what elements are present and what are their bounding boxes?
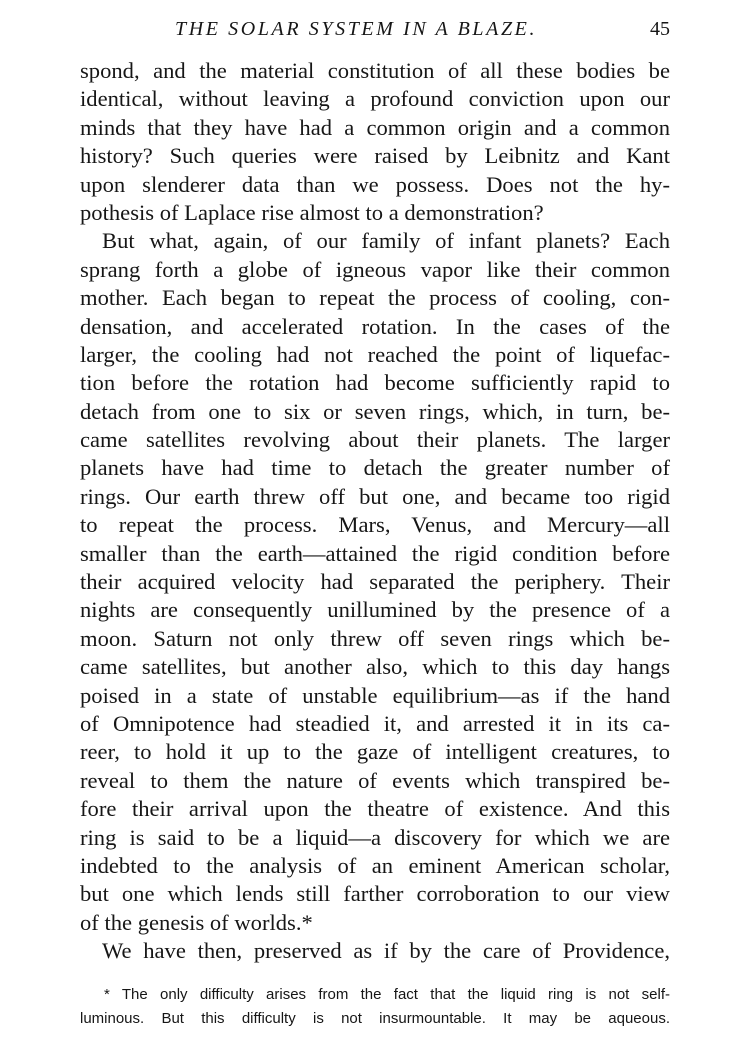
text-line: of Omnipotence had steadied it, and arrested it in its ca- xyxy=(80,710,670,736)
text-line: came satellites, but another also, which to this day hangs xyxy=(80,654,670,680)
text-line: We have then, preserved as if by the care of Providence, xyxy=(102,938,670,964)
text-line: mother. Each began to repeat the process of cooling, con- xyxy=(80,285,670,311)
text-line: smaller than the earth—attained the rigid condition before xyxy=(80,540,670,566)
text-line: upon slenderer data than we possess. Does not the hy- xyxy=(80,171,670,197)
text-line: history? Such queries were raised by Leibnitz and Kant xyxy=(80,143,670,169)
running-head xyxy=(78,14,670,46)
text-line: pothesis of Laplace rise almost to a demonstration? xyxy=(80,199,544,225)
text-line: poised in a state of unstable equilibrium—as if the hand xyxy=(80,682,670,708)
text-line: reer, to hold it up to the gaze of intelligent creatures, to xyxy=(80,739,670,765)
text-line: planets have had time to detach the greater number of xyxy=(80,455,670,481)
text-line: their acquired velocity had separated the periphery. Their xyxy=(80,569,670,595)
text-line: of the genesis of worlds.* xyxy=(80,909,313,935)
footnote-line: * The only difficulty arises from the fact that the liquid ring is not self- xyxy=(104,986,670,1003)
text-line: larger, the cooling had not reached the point of liquefac- xyxy=(80,341,670,367)
text-line: indebted to the analysis of an eminent American scholar, xyxy=(80,852,670,878)
text-line: spond, and the material constitution of all these bodies be xyxy=(80,58,670,83)
running-title: THE SOLAR SYSTEM IN A BLAZE. xyxy=(175,18,538,40)
footnote-line: luminous. But this difficulty is not insurmountable. It may be aqueous. xyxy=(80,1010,670,1027)
text-line: came satellites revolving about their planets. The larger xyxy=(80,427,670,453)
footnote xyxy=(80,983,670,1031)
text-line: nights are consequently unillumined by the presence of a xyxy=(80,597,670,623)
text-line: detach from one to six or seven rings, which, in turn, be- xyxy=(80,398,670,424)
body-text xyxy=(80,57,670,966)
text-line: rings. Our earth threw off but one, and became too rigid xyxy=(80,483,670,509)
text-line: moon. Saturn not only threw off seven rings which be- xyxy=(80,625,670,651)
text-line: minds that they have had a common origin and a common xyxy=(80,114,670,140)
page-number: 45 xyxy=(650,18,670,40)
text-line: to repeat the process. Mars, Venus, and Mercury—all xyxy=(80,512,670,538)
text-line: but one which lends still farther corroboration to our view xyxy=(80,881,670,907)
text-line: tion before the rotation had become sufficiently rapid to xyxy=(80,370,670,396)
text-line: identical, without leaving a profound conviction upon our xyxy=(80,86,670,112)
text-line: sprang forth a globe of igneous vapor like their common xyxy=(80,256,670,282)
text-line: ring is said to be a liquid—a discovery for which we are xyxy=(80,824,670,850)
text-line: densation, and accelerated rotation. In the cases of the xyxy=(80,313,670,339)
text-line: fore their arrival upon the theatre of existence. And this xyxy=(80,796,670,822)
text-line: reveal to them the nature of events which transpired be- xyxy=(80,767,670,793)
text-line: But what, again, of our family of infant planets? Each xyxy=(102,228,670,254)
